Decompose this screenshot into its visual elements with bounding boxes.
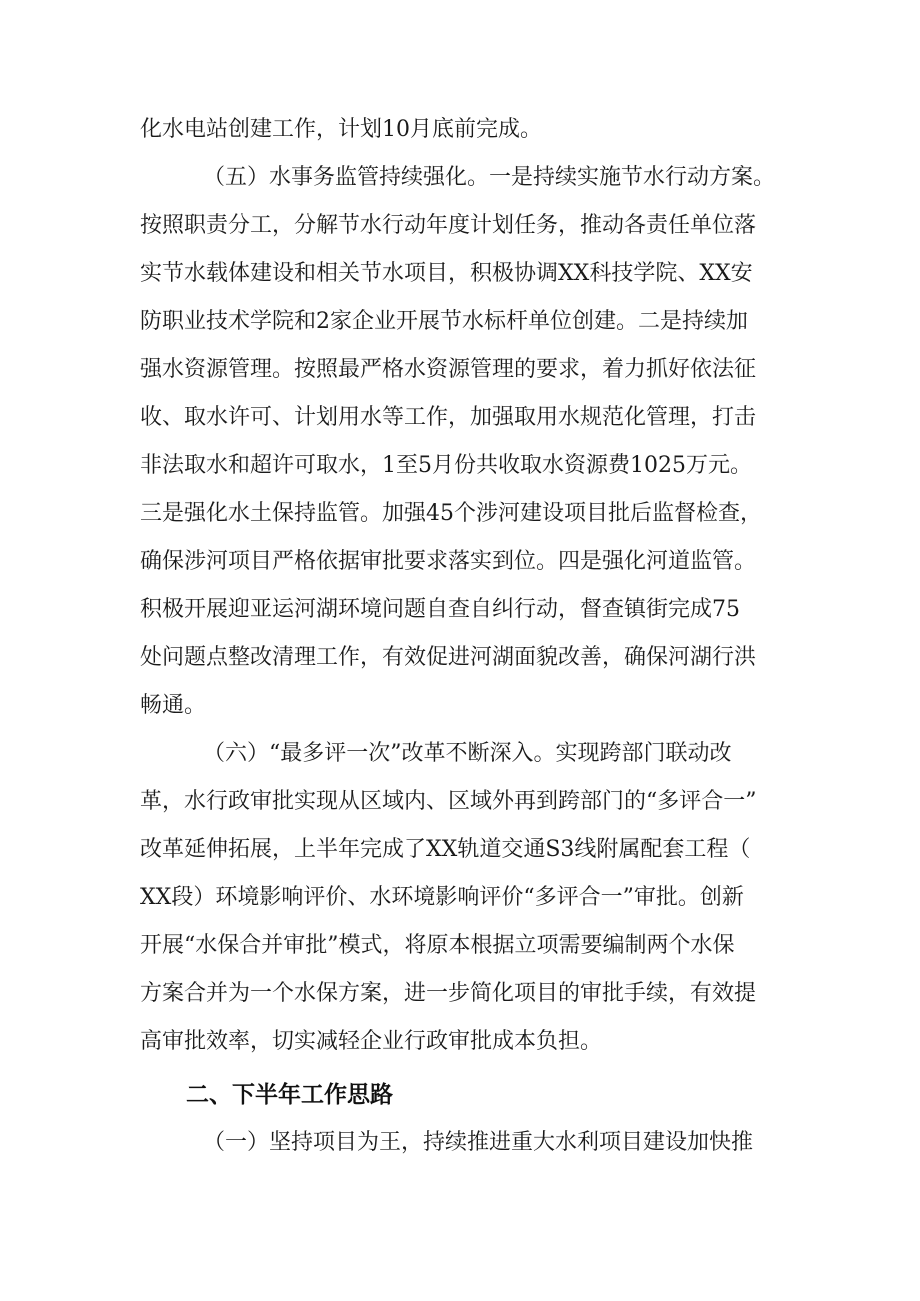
body-text-line: 高审批效率，切实减轻企业行政审批成本负担。 <box>140 1029 603 1054</box>
paragraph-five-first-line: （五）水事务监管持续强化。一是持续实施节水行动方案。 <box>203 165 776 190</box>
body-text-line: 三是强化水土保持监管。加强45个涉河建设项目批后监督检查， <box>140 501 762 526</box>
body-text-line: 防职业技术学院和2家企业开展节水标杆单位创建。二是持续加 <box>140 309 748 334</box>
body-text-line: 改革延伸拓展，上半年完成了XX轨道交通S3线附属配套工程（ <box>140 837 751 862</box>
body-text-line: 开展“水保合并审批”模式，将原本根据立项需要编制两个水保 <box>140 933 735 958</box>
body-text-line: 积极开展迎亚运河湖环境问题自查自纠行动，督查镇街完成75 <box>140 597 740 622</box>
body-text-line: 化水电站创建工作，计划10月底前完成。 <box>140 117 542 142</box>
body-text-line: 革，水行政审批实现从区域内、区域外再到跨部门的“多评合一” <box>140 789 757 814</box>
body-text-line: 强水资源管理。按照最严格水资源管理的要求，着力抓好依法征 <box>140 357 757 382</box>
paragraph-six-first-line: （六）“最多评一次”改革不断深入。实现跨部门联动改 <box>203 741 732 766</box>
body-text-line: 收、取水许可、计划用水等工作，加强取用水规范化管理，打击 <box>140 405 757 430</box>
body-text-line: 实节水载体建设和相关节水项目，积极协调XX科技学院、XX安 <box>140 261 753 286</box>
body-text-line: 按照职责分工，分解节水行动年度计划任务，推动各责任单位落 <box>140 213 757 238</box>
body-text-line: 畅通。 <box>140 693 207 718</box>
body-text-line: 方案合并为一个水保方案，进一步简化项目的审批手续，有效提 <box>140 981 757 1006</box>
body-text-line: 非法取水和超许可取水，1至5月份共收取水资源费1025万元。 <box>140 453 752 478</box>
body-text-line: 处问题点整改清理工作，有效促进河湖面貌改善，确保河湖行洪 <box>140 645 757 670</box>
section-heading: 二、下半年工作思路 <box>186 1082 393 1108</box>
paragraph-one-first-line: （一）坚持项目为王，持续推进重大水利项目建设加快推 <box>203 1130 754 1155</box>
body-text-line: XX段）环境影响评价、水环境影响评价“多评合一”审批。创新 <box>140 885 744 910</box>
body-text-line: 确保涉河项目严格依据审批要求落实到位。四是强化河道监管。 <box>140 549 757 574</box>
